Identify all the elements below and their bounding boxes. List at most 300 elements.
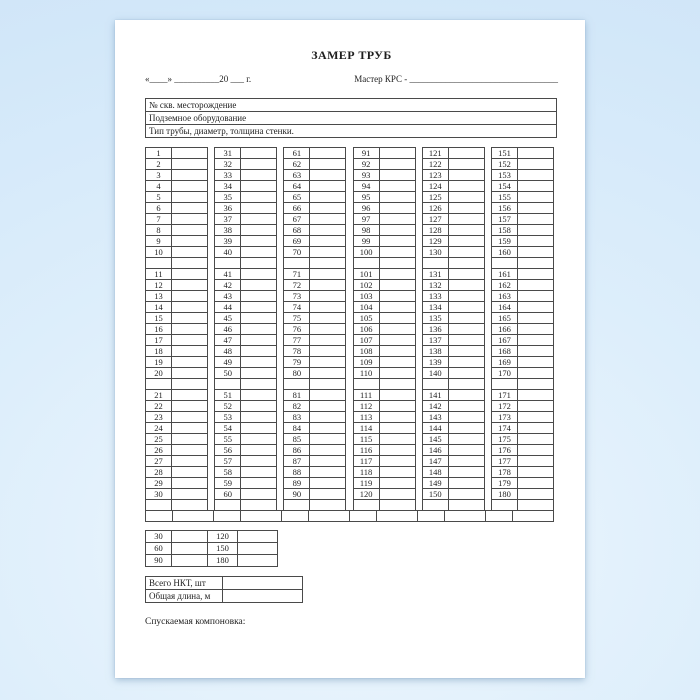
spacer-cell bbox=[422, 258, 448, 269]
pipe-number-cell: 77 bbox=[284, 335, 310, 346]
pipe-number-cell: 176 bbox=[491, 445, 517, 456]
pipe-number-cell: 178 bbox=[491, 467, 517, 478]
spacer-cell bbox=[146, 379, 172, 390]
pipe-measure-cell bbox=[448, 214, 484, 225]
pipe-measure-cell bbox=[448, 368, 484, 379]
pipe-number-cell: 158 bbox=[491, 225, 517, 236]
subtotal-number-cell: 60 bbox=[146, 543, 172, 555]
spacer-cell bbox=[353, 500, 379, 511]
pipe-number-cell: 94 bbox=[353, 181, 379, 192]
pipe-measure-cell bbox=[379, 368, 415, 379]
pipe-measure-cell bbox=[310, 247, 346, 258]
pipe-measure-cell bbox=[379, 269, 415, 280]
pipe-measure-cell bbox=[241, 423, 277, 434]
pipe-measure-cell bbox=[517, 269, 553, 280]
pipe-number-cell: 122 bbox=[422, 159, 448, 170]
pipe-number-cell: 172 bbox=[491, 401, 517, 412]
pipe-measure-cell bbox=[448, 456, 484, 467]
measure-grid bbox=[145, 147, 554, 511]
pipe-measure-cell bbox=[172, 313, 208, 324]
pipe-measure-cell bbox=[310, 445, 346, 456]
pipe-number-cell: 92 bbox=[353, 159, 379, 170]
pipe-number-cell: 165 bbox=[491, 313, 517, 324]
pipe-number-cell: 88 bbox=[284, 467, 310, 478]
pipe-measure-cell bbox=[448, 357, 484, 368]
spacer-cell bbox=[215, 500, 241, 511]
pipe-column-table bbox=[283, 147, 346, 511]
pipe-number-cell: 149 bbox=[422, 478, 448, 489]
pipe-measure-cell bbox=[379, 412, 415, 423]
pipe-number-cell: 162 bbox=[491, 280, 517, 291]
spacer-cell bbox=[422, 379, 448, 390]
pipe-number-cell: 156 bbox=[491, 203, 517, 214]
pipe-measure-cell bbox=[517, 291, 553, 302]
pipe-number-cell: 75 bbox=[284, 313, 310, 324]
spacer-cell bbox=[448, 379, 484, 390]
pipe-number-cell: 98 bbox=[353, 225, 379, 236]
subtotal-table bbox=[145, 530, 278, 567]
bottom-row-cell bbox=[513, 511, 554, 522]
pipe-measure-cell bbox=[517, 170, 553, 181]
pipe-measure-cell bbox=[241, 236, 277, 247]
pipe-measure-cell bbox=[517, 280, 553, 291]
pipe-measure-cell bbox=[172, 434, 208, 445]
pipe-number-cell: 102 bbox=[353, 280, 379, 291]
total-nkt-label: Всего НКТ, шт bbox=[146, 577, 223, 590]
pipe-number-cell: 108 bbox=[353, 346, 379, 357]
pipe-measure-cell bbox=[310, 313, 346, 324]
well-info-table bbox=[145, 98, 557, 138]
pipe-measure-cell bbox=[517, 225, 553, 236]
pipe-number-cell: 8 bbox=[146, 225, 172, 236]
pipe-number-cell: 154 bbox=[491, 181, 517, 192]
pipe-number-cell: 16 bbox=[146, 324, 172, 335]
pipe-number-cell: 81 bbox=[284, 390, 310, 401]
pipe-number-cell: 65 bbox=[284, 192, 310, 203]
pipe-number-cell: 57 bbox=[215, 456, 241, 467]
pipe-measure-cell bbox=[310, 346, 346, 357]
pipe-measure-cell bbox=[241, 313, 277, 324]
pipe-measure-cell bbox=[172, 302, 208, 313]
pipe-column-table bbox=[145, 147, 208, 511]
pipe-number-cell: 2 bbox=[146, 159, 172, 170]
pipe-number-cell: 153 bbox=[491, 170, 517, 181]
pipe-measure-cell bbox=[448, 302, 484, 313]
pipe-measure-cell bbox=[448, 423, 484, 434]
pipe-number-cell: 48 bbox=[215, 346, 241, 357]
spacer-cell bbox=[517, 379, 553, 390]
pipe-measure-cell bbox=[517, 203, 553, 214]
pipe-number-cell: 127 bbox=[422, 214, 448, 225]
spacer-cell bbox=[491, 379, 517, 390]
pipe-number-cell: 129 bbox=[422, 236, 448, 247]
pipe-measure-cell bbox=[310, 181, 346, 192]
well-info-row-equipment: Подземное оборудование bbox=[146, 112, 557, 125]
pipe-number-cell: 1 bbox=[146, 148, 172, 159]
pipe-number-cell: 87 bbox=[284, 456, 310, 467]
pipe-measure-cell bbox=[310, 390, 346, 401]
pipe-number-cell: 97 bbox=[353, 214, 379, 225]
pipe-measure-cell bbox=[310, 159, 346, 170]
pipe-measure-cell bbox=[241, 456, 277, 467]
pipe-number-cell: 39 bbox=[215, 236, 241, 247]
pipe-measure-cell bbox=[172, 192, 208, 203]
pipe-number-cell: 82 bbox=[284, 401, 310, 412]
pipe-measure-cell bbox=[448, 489, 484, 500]
pipe-number-cell: 130 bbox=[422, 247, 448, 258]
pipe-measure-cell bbox=[448, 280, 484, 291]
spacer-cell bbox=[310, 500, 346, 511]
spacer-cell bbox=[310, 379, 346, 390]
pipe-number-cell: 61 bbox=[284, 148, 310, 159]
pipe-number-cell: 164 bbox=[491, 302, 517, 313]
pipe-number-cell: 157 bbox=[491, 214, 517, 225]
pipe-measure-cell bbox=[379, 313, 415, 324]
pipe-number-cell: 22 bbox=[146, 401, 172, 412]
pipe-measure-cell bbox=[241, 434, 277, 445]
subtotal-number-cell: 30 bbox=[146, 531, 172, 543]
subtotal-number-cell: 90 bbox=[146, 555, 172, 567]
pipe-measure-cell bbox=[517, 456, 553, 467]
pipe-number-cell: 134 bbox=[422, 302, 448, 313]
pipe-measure-cell bbox=[241, 445, 277, 456]
pipe-measure-cell bbox=[172, 225, 208, 236]
pipe-measure-cell bbox=[379, 214, 415, 225]
pipe-number-cell: 93 bbox=[353, 170, 379, 181]
pipe-number-cell: 23 bbox=[146, 412, 172, 423]
pipe-number-cell: 52 bbox=[215, 401, 241, 412]
bottom-row-cell bbox=[309, 511, 350, 522]
pipe-number-cell: 59 bbox=[215, 478, 241, 489]
pipe-number-cell: 80 bbox=[284, 368, 310, 379]
pipe-number-cell: 105 bbox=[353, 313, 379, 324]
pipe-number-cell: 60 bbox=[215, 489, 241, 500]
pipe-number-cell: 79 bbox=[284, 357, 310, 368]
pipe-number-cell: 107 bbox=[353, 335, 379, 346]
subtotal-number-cell: 120 bbox=[208, 531, 238, 543]
pipe-number-cell: 26 bbox=[146, 445, 172, 456]
pipe-measure-cell bbox=[379, 456, 415, 467]
pipe-number-cell: 121 bbox=[422, 148, 448, 159]
pipe-number-cell: 109 bbox=[353, 357, 379, 368]
bottom-row-cell bbox=[486, 511, 513, 522]
pipe-measure-cell bbox=[310, 324, 346, 335]
pipe-number-cell: 19 bbox=[146, 357, 172, 368]
pipe-measure-cell bbox=[310, 291, 346, 302]
pipe-number-cell: 125 bbox=[422, 192, 448, 203]
well-info-row-field: № скв. месторождение bbox=[146, 99, 557, 112]
pipe-measure-cell bbox=[448, 291, 484, 302]
pipe-number-cell: 89 bbox=[284, 478, 310, 489]
pipe-number-cell: 139 bbox=[422, 357, 448, 368]
pipe-measure-cell bbox=[241, 291, 277, 302]
pipe-measure-cell bbox=[448, 203, 484, 214]
pipe-number-cell: 166 bbox=[491, 324, 517, 335]
pipe-measure-cell bbox=[517, 302, 553, 313]
assembly-note: Спускаемая компоновка: bbox=[145, 617, 246, 627]
spacer-cell bbox=[379, 379, 415, 390]
pipe-number-cell: 180 bbox=[491, 489, 517, 500]
pipe-number-cell: 56 bbox=[215, 445, 241, 456]
pipe-number-cell: 124 bbox=[422, 181, 448, 192]
pipe-measure-cell bbox=[379, 280, 415, 291]
pipe-number-cell: 74 bbox=[284, 302, 310, 313]
pipe-number-cell: 138 bbox=[422, 346, 448, 357]
well-info-row-pipe-type: Тип трубы, диаметр, толщина стенки. bbox=[146, 125, 557, 138]
spacer-cell bbox=[448, 258, 484, 269]
pipe-measure-cell bbox=[448, 434, 484, 445]
pipe-measure-cell bbox=[448, 313, 484, 324]
pipe-number-cell: 161 bbox=[491, 269, 517, 280]
pipe-measure-cell bbox=[310, 192, 346, 203]
pipe-measure-cell bbox=[379, 236, 415, 247]
pipe-number-cell: 96 bbox=[353, 203, 379, 214]
pipe-measure-cell bbox=[448, 346, 484, 357]
pipe-number-cell: 21 bbox=[146, 390, 172, 401]
pipe-number-cell: 112 bbox=[353, 401, 379, 412]
pipe-measure-cell bbox=[448, 225, 484, 236]
pipe-measure-cell bbox=[310, 423, 346, 434]
bottom-row-cell bbox=[445, 511, 486, 522]
pipe-number-cell: 110 bbox=[353, 368, 379, 379]
pipe-measure-cell bbox=[448, 269, 484, 280]
pipe-measure-cell bbox=[172, 335, 208, 346]
pipe-number-cell: 34 bbox=[215, 181, 241, 192]
pipe-number-cell: 43 bbox=[215, 291, 241, 302]
spacer-cell bbox=[284, 258, 310, 269]
pipe-number-cell: 31 bbox=[215, 148, 241, 159]
pipe-number-cell: 147 bbox=[422, 456, 448, 467]
subtotal-number-cell: 180 bbox=[208, 555, 238, 567]
pipe-measure-cell bbox=[379, 357, 415, 368]
pipe-number-cell: 159 bbox=[491, 236, 517, 247]
pipe-number-cell: 68 bbox=[284, 225, 310, 236]
pipe-measure-cell bbox=[172, 401, 208, 412]
pipe-number-cell: 71 bbox=[284, 269, 310, 280]
subtotal-value-cell bbox=[238, 531, 278, 543]
pipe-measure-cell bbox=[448, 170, 484, 181]
bottom-row-cell bbox=[241, 511, 282, 522]
pipe-measure-cell bbox=[517, 434, 553, 445]
pipe-number-cell: 91 bbox=[353, 148, 379, 159]
spacer-cell bbox=[517, 500, 553, 511]
pipe-measure-cell bbox=[379, 324, 415, 335]
pipe-measure-cell bbox=[172, 346, 208, 357]
spacer-cell bbox=[172, 379, 208, 390]
pipe-measure-cell bbox=[241, 346, 277, 357]
pipe-number-cell: 115 bbox=[353, 434, 379, 445]
pipe-number-cell: 99 bbox=[353, 236, 379, 247]
pipe-measure-cell bbox=[310, 236, 346, 247]
pipe-number-cell: 169 bbox=[491, 357, 517, 368]
pipe-measure-cell bbox=[448, 181, 484, 192]
pipe-measure-cell bbox=[517, 181, 553, 192]
pipe-number-cell: 4 bbox=[146, 181, 172, 192]
pipe-number-cell: 76 bbox=[284, 324, 310, 335]
pipe-number-cell: 131 bbox=[422, 269, 448, 280]
bottom-row-cell bbox=[418, 511, 445, 522]
pipe-number-cell: 168 bbox=[491, 346, 517, 357]
pipe-measure-cell bbox=[172, 269, 208, 280]
pipe-measure-cell bbox=[172, 214, 208, 225]
pipe-number-cell: 28 bbox=[146, 467, 172, 478]
pipe-number-cell: 90 bbox=[284, 489, 310, 500]
pipe-measure-cell bbox=[379, 159, 415, 170]
pipe-measure-cell bbox=[241, 335, 277, 346]
pipe-number-cell: 113 bbox=[353, 412, 379, 423]
pipe-number-cell: 95 bbox=[353, 192, 379, 203]
pipe-measure-cell bbox=[517, 423, 553, 434]
pipe-measure-cell bbox=[310, 401, 346, 412]
pipe-measure-cell bbox=[241, 357, 277, 368]
pipe-number-cell: 32 bbox=[215, 159, 241, 170]
pipe-number-cell: 179 bbox=[491, 478, 517, 489]
pipe-number-cell: 41 bbox=[215, 269, 241, 280]
date-blank-line: «____» __________20 ___ г. bbox=[145, 74, 252, 84]
pipe-measure-cell bbox=[241, 159, 277, 170]
document-page bbox=[115, 20, 585, 678]
pipe-column-table bbox=[422, 147, 485, 511]
pipe-number-cell: 36 bbox=[215, 203, 241, 214]
pipe-number-cell: 14 bbox=[146, 302, 172, 313]
pipe-measure-cell bbox=[241, 368, 277, 379]
pipe-number-cell: 167 bbox=[491, 335, 517, 346]
pipe-measure-cell bbox=[517, 412, 553, 423]
pipe-number-cell: 123 bbox=[422, 170, 448, 181]
pipe-number-cell: 42 bbox=[215, 280, 241, 291]
pipe-measure-cell bbox=[448, 467, 484, 478]
pipe-number-cell: 25 bbox=[146, 434, 172, 445]
pipe-measure-cell bbox=[172, 291, 208, 302]
pipe-number-cell: 44 bbox=[215, 302, 241, 313]
pipe-measure-cell bbox=[310, 368, 346, 379]
pipe-measure-cell bbox=[379, 478, 415, 489]
pipe-number-cell: 152 bbox=[491, 159, 517, 170]
pipe-number-cell: 5 bbox=[146, 192, 172, 203]
pipe-measure-cell bbox=[517, 346, 553, 357]
pipe-number-cell: 17 bbox=[146, 335, 172, 346]
spacer-cell bbox=[379, 258, 415, 269]
pipe-measure-cell bbox=[379, 346, 415, 357]
pipe-measure-cell bbox=[379, 445, 415, 456]
pipe-measure-cell bbox=[241, 489, 277, 500]
pipe-measure-cell bbox=[448, 159, 484, 170]
pipe-measure-cell bbox=[517, 159, 553, 170]
pipe-measure-cell bbox=[310, 280, 346, 291]
pipe-measure-cell bbox=[517, 357, 553, 368]
pipe-number-cell: 137 bbox=[422, 335, 448, 346]
pipe-number-cell: 78 bbox=[284, 346, 310, 357]
pipe-measure-cell bbox=[448, 324, 484, 335]
pipe-measure-cell bbox=[172, 236, 208, 247]
pipe-measure-cell bbox=[172, 456, 208, 467]
pipe-number-cell: 38 bbox=[215, 225, 241, 236]
spacer-cell bbox=[146, 500, 172, 511]
grid-bottom-row bbox=[145, 510, 554, 522]
pipe-number-cell: 148 bbox=[422, 467, 448, 478]
pipe-measure-cell bbox=[379, 467, 415, 478]
pipe-measure-cell bbox=[379, 423, 415, 434]
pipe-number-cell: 45 bbox=[215, 313, 241, 324]
pipe-number-cell: 141 bbox=[422, 390, 448, 401]
pipe-measure-cell bbox=[241, 170, 277, 181]
pipe-number-cell: 128 bbox=[422, 225, 448, 236]
pipe-measure-cell bbox=[517, 214, 553, 225]
pipe-measure-cell bbox=[172, 159, 208, 170]
pipe-measure-cell bbox=[172, 423, 208, 434]
pipe-measure-cell bbox=[379, 335, 415, 346]
pipe-number-cell: 27 bbox=[146, 456, 172, 467]
pipe-number-cell: 37 bbox=[215, 214, 241, 225]
pipe-measure-cell bbox=[379, 203, 415, 214]
pipe-measure-cell bbox=[517, 335, 553, 346]
pipe-measure-cell bbox=[379, 148, 415, 159]
pipe-number-cell: 101 bbox=[353, 269, 379, 280]
pipe-number-cell: 106 bbox=[353, 324, 379, 335]
pipe-measure-cell bbox=[448, 247, 484, 258]
pipe-number-cell: 103 bbox=[353, 291, 379, 302]
pipe-measure-cell bbox=[310, 357, 346, 368]
pipe-measure-cell bbox=[172, 412, 208, 423]
pipe-measure-cell bbox=[172, 170, 208, 181]
pipe-measure-cell bbox=[310, 412, 346, 423]
pipe-number-cell: 63 bbox=[284, 170, 310, 181]
pipe-number-cell: 144 bbox=[422, 423, 448, 434]
pipe-measure-cell bbox=[517, 445, 553, 456]
pipe-number-cell: 3 bbox=[146, 170, 172, 181]
spacer-cell bbox=[379, 500, 415, 511]
pipe-number-cell: 29 bbox=[146, 478, 172, 489]
pipe-measure-cell bbox=[241, 412, 277, 423]
pipe-number-cell: 142 bbox=[422, 401, 448, 412]
spacer-cell bbox=[146, 258, 172, 269]
pipe-number-cell: 118 bbox=[353, 467, 379, 478]
pipe-number-cell: 55 bbox=[215, 434, 241, 445]
pipe-measure-cell bbox=[241, 401, 277, 412]
pipe-column-table bbox=[214, 147, 277, 511]
pipe-number-cell: 33 bbox=[215, 170, 241, 181]
pipe-measure-cell bbox=[310, 302, 346, 313]
spacer-cell bbox=[310, 258, 346, 269]
pipe-number-cell: 133 bbox=[422, 291, 448, 302]
pipe-number-cell: 66 bbox=[284, 203, 310, 214]
pipe-number-cell: 9 bbox=[146, 236, 172, 247]
subtotal-value-cell bbox=[172, 531, 208, 543]
pipe-measure-cell bbox=[310, 478, 346, 489]
pipe-number-cell: 35 bbox=[215, 192, 241, 203]
pipe-measure-cell bbox=[241, 181, 277, 192]
pipe-number-cell: 50 bbox=[215, 368, 241, 379]
spacer-cell bbox=[241, 500, 277, 511]
pipe-number-cell: 150 bbox=[422, 489, 448, 500]
pipe-number-cell: 73 bbox=[284, 291, 310, 302]
pipe-measure-cell bbox=[310, 467, 346, 478]
spacer-cell bbox=[284, 500, 310, 511]
pipe-measure-cell bbox=[310, 214, 346, 225]
pipe-measure-cell bbox=[517, 148, 553, 159]
pipe-measure-cell bbox=[310, 225, 346, 236]
pipe-number-cell: 67 bbox=[284, 214, 310, 225]
pipe-measure-cell bbox=[517, 247, 553, 258]
subtotal-value-cell bbox=[172, 555, 208, 567]
pipe-number-cell: 49 bbox=[215, 357, 241, 368]
totals-table bbox=[145, 576, 303, 603]
pipe-number-cell: 24 bbox=[146, 423, 172, 434]
pipe-measure-cell bbox=[241, 225, 277, 236]
pipe-measure-cell bbox=[172, 181, 208, 192]
pipe-measure-cell bbox=[241, 214, 277, 225]
pipe-number-cell: 51 bbox=[215, 390, 241, 401]
